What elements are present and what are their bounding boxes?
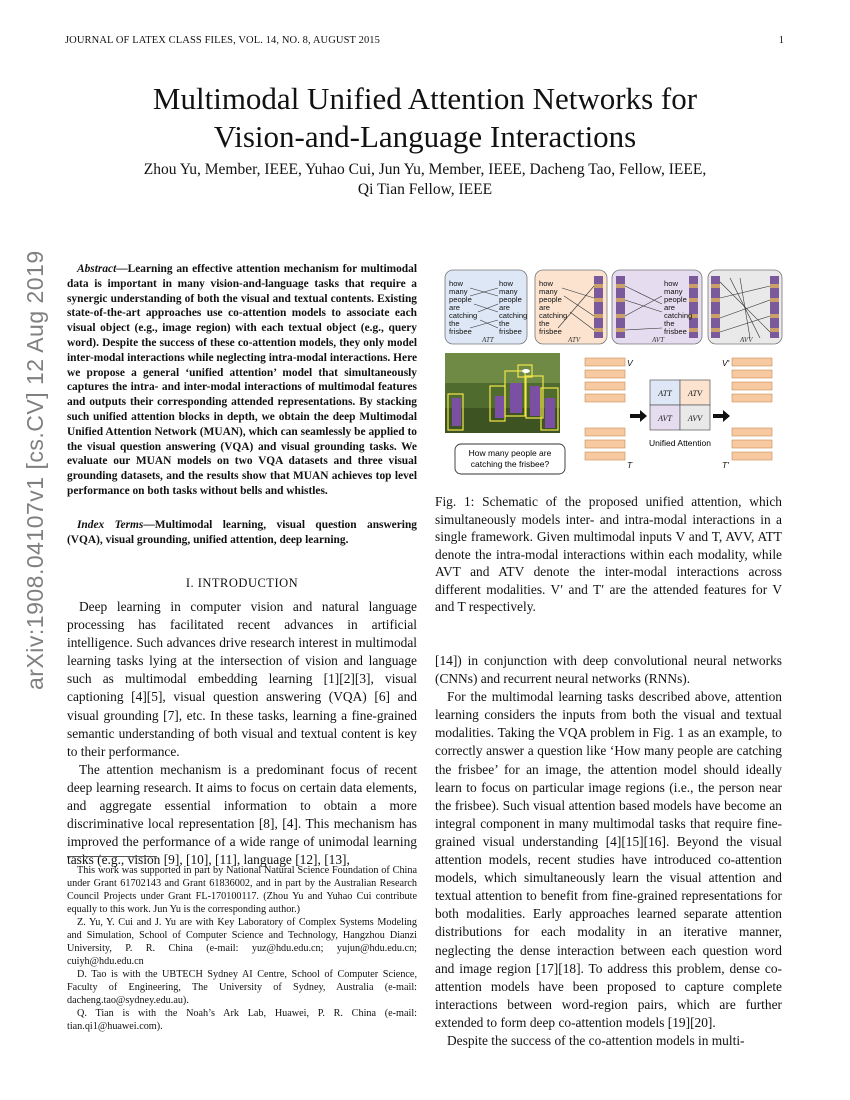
word: how [449,279,463,288]
intro-left-column [67,598,417,869]
authors-line-2: Qi Tian Fellow, IEEE [357,181,493,198]
footnote: Q. Tian is with the Noah’s Ark Lab, Huawei, P. R. China (e-mail: tian.qi1@huawei.com). [67,1008,417,1032]
footnote-rule [67,856,157,857]
arrow-in-icon [630,410,647,422]
word: how [664,279,678,288]
word: the [664,319,675,328]
arrow-out-icon [713,410,730,422]
panel-label: AVT [652,336,665,344]
word: many [539,287,558,296]
word: people [664,295,687,304]
word: are [664,303,675,312]
word: many [449,287,468,296]
word: frisbee [539,327,562,336]
paragraph: Deep learning in computer vision and natural language processing has facilitated recent advances in artificial intelligence. Such advances drive research interest in multimodal learning tasks lying at the intersection of vision and language such as multimodal embedding learning [1][2][3], visual captioning [4][5], visual question answering (VQA) [6] and visual grounding [7], etc. In these tasks, learning a fine-grained semantic understanding of both visual and textual content is key to their performance. [67,599,417,759]
paragraph: For the multimodal learning tasks described above, attention learning considers the inputs from both the visual and textual modalities. Taking the VQA problem in Fig. 1 as an example, to correctly answer a question like ‘How many people are catching the frisbee’ for an image, the attention model should ideally learn to focus on particular image regions (i.e., the person near the frisbee). Such visual attention based models have become an integral component in many multimodal tasks that require fine-grained visual understanding [4][15][16]. Beyond the visual attention models, recent studies have introduced co-attention models, which simultaneously learn the visual attention and textual attention to benefit from fine-grained representations for both modalities. Early approaches learned separate attention distributions for each modality in an iterative manner, neglecting the dense interaction between each question word and image region [17][18]. To address this problem, dense co-attention models have been proposed to capture complete interactions between word-region pairs, which are further extended to form deep co-attention models [19][20]. [435,689,782,1030]
panel-label: ATV [568,336,581,344]
word: people [539,295,562,304]
word: frisbee [664,327,687,336]
word: are [539,303,550,312]
v-prime-label: V′ [722,358,730,368]
figure-1 [440,268,785,480]
word: catching [539,311,568,320]
word: frisbee [499,327,522,336]
word: catching [499,311,528,320]
footnote: D. Tao is with the UBTECH Sydney AI Centre, School of Computer Science, Faculty of Engineering, The University of Sydney, Australia (e-mail: dacheng.tao@sydney.edu.au). [67,969,417,1006]
word: catching [449,311,478,320]
word: the [499,319,510,328]
index-terms-label: Index Terms [77,519,144,531]
paragraph: Despite the success of the co-attention models in multi- [447,1032,745,1048]
running-header: JOURNAL OF LATEX CLASS FILES, VOL. 14, NO. 8, AUGUST 2015 [65,35,380,46]
intro-right-column [435,652,782,1050]
arxiv-stamp: arXiv:1908.04107v1 [cs.CV] 12 Aug 2019 [22,250,48,690]
matrix-cell: ATV [688,389,702,398]
index-terms: Index Terms—Multimodal learning, visual question answering (VQA), visual grounding, unified attention, deep learning. [67,519,417,546]
word: are [499,303,510,312]
authors-line-1: Zhou Yu, Member, IEEE, Yuhao Cui, Jun Yu, Member, IEEE, Dacheng Tao, Fellow, IEEE, [143,161,707,178]
abstract: Abstract—Learning an effective attention mechanism for multimodal data is important in many vision-and-language tasks that require a synergic understanding of both the visual and textual contents. Existing state-of-the-art approaches use co-attention models to associate each visual object (e.g., image region) with each textual object (e.g., query word). Despite the success of these co-attention models, they only model inter-modal interactions while neglecting intra-modal interactions. Here we propose a general ‘unified attention’ model that simultaneously captures the intra- and inter-modal interactions of multimodal features and outputs their corresponding attended representations. By stacking such unified attention blocks in depth, we obtain the deep Multimodal Unified Attention Network (MUAN), which can seamlessly be applied to the visual question answering (VQA) and visual grounding tasks. We evaluate our MUAN models on two VQA datasets and three visual grounding datasets, and the results show that MUAN achieves top level performance on both tasks without bells and whistles. [67,263,417,497]
question-line-2: catching the frisbee? [470,459,550,469]
question-line-1: How many people are [468,448,552,458]
paragraph: The attention mechanism is a predominant focus of recent deep learning research. It aims to focus on certain data elements, and aggregate essential information to obtain a more discriminative local representation [8], [4]. This mechanism has improved the performance of a wide range of unimodal learning tasks (e.g., vision [9], [10], [11], language [12], [13], [67,761,417,868]
footnote: Z. Yu, Y. Cui and J. Yu are with Key Laboratory of Complex Systems Modeling and Simulation, School of Computer Science and Technology, Hangzhou Dianzi University, P. R. China (e-mail: yuz@hdu.edu.cn; yujun@hdu.edu.cn; cuiyh@hdu.edu.cn [67,917,417,967]
footnote: This work was supported in part by National Natural Science Foundation of China under Grant 61702143 and Grant 61836002, and in part by the Australian Research Council Projects under Grant FL-170100117. (Zhou Yu and Yuhao Cui contribute equally to this work. Jun Yu is the corresponding author.) [67,865,417,915]
word: the [449,319,460,328]
word: people [499,295,522,304]
unified-attention-matrix [650,380,710,430]
abstract-text: Learning an effective attention mechanism for multimodal data is important in many vision-and-language tasks that require a synergic understanding of both the visual and textual contents. Existing state-of-the-art approaches use co-attention models to associate each visual object (e.g., image region) with each textual object (e.g., query word). Despite the success of these co-attention models, they only model inter-modal interactions while neglecting intra-modal interactions. Here we propose a general ‘unified attention’ model that simultaneously captures the intra- and inter-modal interactions of multimodal features and outputs their corresponding attended representations. By stacking such unified attention blocks in depth, we obtain the deep Multimodal Unified Attention Network (MUAN), which can seamlessly be applied to the visual question answering (VQA) and visual grounding tasks. We evaluate our MUAN models on two VQA datasets and three visual grounding datasets, and the results show that MUAN achieves top level performance on both tasks without bells and whistles. [67,263,417,497]
frisbee-icon [522,369,530,373]
v-label: V [627,358,633,368]
abstract-label: Abstract [77,263,117,275]
unified-attention-label: Unified Attention [649,438,711,448]
matrix-cell: AVV [687,414,703,423]
matrix-cell: ATT [658,389,672,398]
title-line-1: Multimodal Unified Attention Networks for [152,81,698,116]
page-number: 1 [778,35,784,46]
paper-title [0,80,850,156]
matrix-cell: AVT [658,414,672,423]
attention-panels [445,270,782,344]
t-prime-label: T′ [722,460,729,470]
panel-label: AVV [740,336,753,344]
word: the [539,319,550,328]
footnotes [67,864,417,1033]
paragraph: [14]) in conjunction with deep convolutional neural networks (CNNs) and recurrent neural networks (RNNs). [435,653,782,687]
section-heading: I. INTRODUCTION [185,576,299,590]
word: many [664,287,683,296]
title-line-2: Vision-and-Language Interactions [213,119,637,154]
panel-label: ATT [482,336,494,344]
author-list [0,160,850,200]
word: how [499,279,513,288]
t-label: T [627,460,633,470]
word: catching [664,311,693,320]
figure-caption: Fig. 1: Schematic of the proposed unified attention, which simultaneously models inter- and intra-modal interactions in a single framework. Given multimodal inputs V and T, AVV, ATT denote the intra-modal interactions within each modality, while AVT and ATV denote the inter-modal interactions across different modalities. V′ and T′ are the attended features for V and T respectively. [435,494,782,614]
word: how [539,279,553,288]
word: are [449,303,460,312]
word: people [449,295,472,304]
index-terms-text: Multimodal learning, visual question answering (VQA), visual grounding, unified attention, deep learning. [67,519,417,546]
word: many [499,287,518,296]
word: frisbee [449,327,472,336]
photo [445,353,560,433]
